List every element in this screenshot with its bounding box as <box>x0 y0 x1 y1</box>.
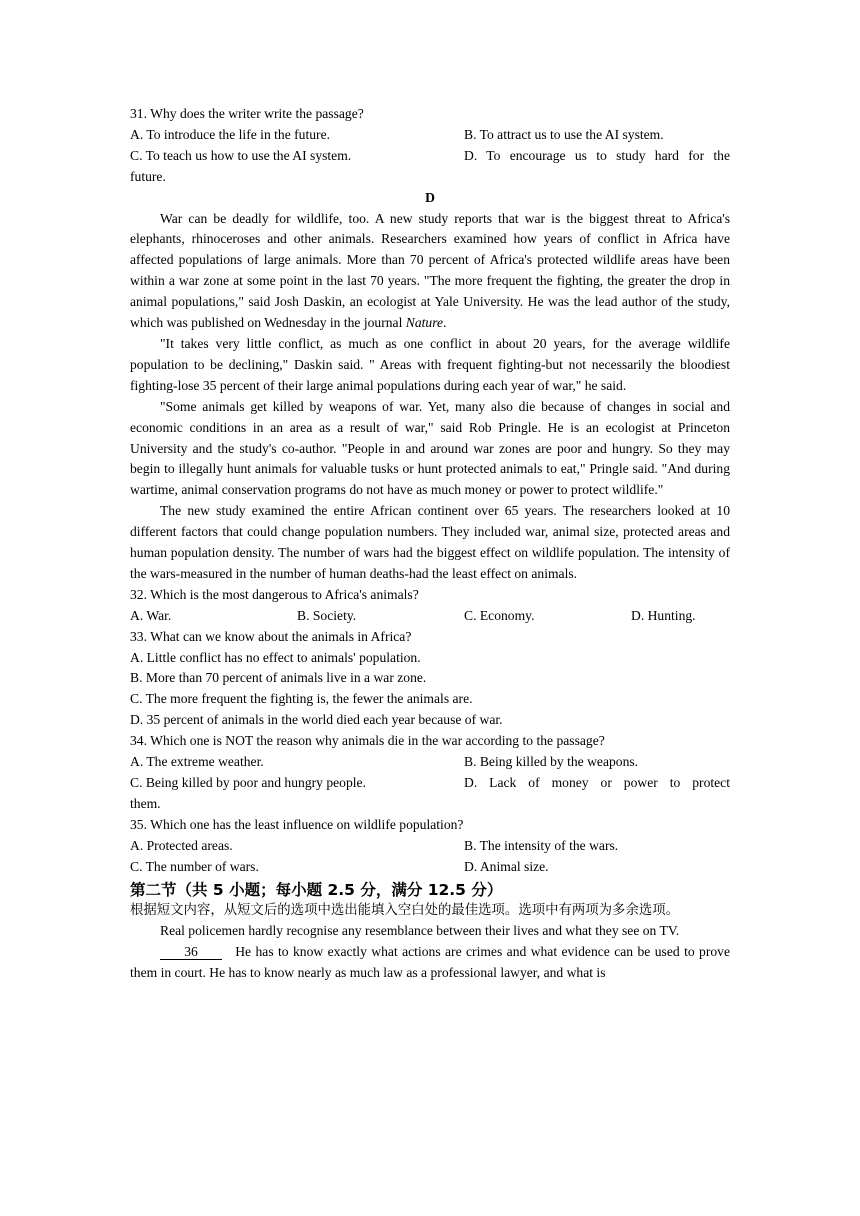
q31-options-row-2 <box>130 146 730 167</box>
passage-d-paragraph-1-end: . <box>443 315 447 331</box>
q35-options-row-2 <box>130 857 730 878</box>
q31-option-d-continued: future. <box>130 168 166 184</box>
q32-option-a: A. War. <box>130 607 172 623</box>
q35-option-c: C. The number of wars. <box>130 858 259 874</box>
q32-stem: 32. Which is the most dangerous to Africa's animals? <box>130 586 419 602</box>
q34-options-row-2 <box>130 773 730 794</box>
q33-option-c: C. The more frequent the fighting is, the fewer the animals are. <box>130 691 473 707</box>
passage-d-paragraph-3: "Some animals get killed by weapons of war. Yet, many also die because of changes in social and economic conditions in an area as a result of war," said Rob Pringle. He is an ecologist at Princeton University and the study's co-author. "People in and around war zones are poor and hungry. So they may begin to illegally hunt animals for valuable tusks or hunt protected animals to eat," Pringle said. "And during wartime, animal conservation programs do not have as much money or power to protect wildlife." <box>130 398 730 498</box>
passage-d-heading: D <box>425 189 435 205</box>
q31-stem: 31. Why does the writer write the passage? <box>130 106 364 121</box>
q32-option-b: B. Society. <box>297 607 357 623</box>
q34-option-c: C. Being killed by poor and hungry people. <box>130 775 366 790</box>
section-2-paragraph-2-text: He has to know exactly what actions are crimes and what evidence can be used to prove them in court. He has to know nearly as much law as a professional lawyer, and what is <box>130 944 731 981</box>
passage-d-paragraph-2: "It takes very little conflict, as much as one conflict in about 20 years, for the average wildlife population to be declining," Daskin said. " Areas with frequent fighting-but not necessarily the bloodiest fighting-lose 35 percent of their large animal populations during each year of war," he said. <box>130 335 730 393</box>
q34-stem: 34. Which one is NOT the reason why animals die in the war according to the passage? <box>130 733 605 749</box>
q34-option-b: B. Being killed by the weapons. <box>464 754 639 770</box>
q32-options-row <box>130 606 730 627</box>
q32-option-d: D. Hunting. <box>631 607 696 623</box>
q33-stem: 33. What can we know about the animals in Africa? <box>130 628 412 644</box>
q35-option-b: B. The intensity of the wars. <box>464 837 619 853</box>
passage-d-paragraph-4: The new study examined the entire African continent over 65 years. The researchers looked at 10 different factors that could change population numbers. They included war, animal size, protected areas and human population density. The number of wars had the biggest effect on wildlife population. The intensity of the wars-measured in the number of human deaths-had the least effect on animals. <box>130 503 730 581</box>
section-2-heading: 第二节（共 5 小题；每小题 2.5 分，满分 12.5 分） <box>130 880 503 899</box>
passage-d-paragraph-1 <box>130 209 730 334</box>
q35-options-row-1 <box>130 836 730 857</box>
q34-option-a: A. The extreme weather. <box>130 754 264 770</box>
q34-option-d-continued: them. <box>130 795 161 811</box>
q31-option-c: C. To teach us how to use the AI system. <box>130 147 352 163</box>
q35-stem: 35. Which one has the least influence on wildlife population? <box>130 816 464 832</box>
q33-option-b: B. More than 70 percent of animals live in a war zone. <box>130 670 427 686</box>
section-2-instruction: 根据短文内容，从短文后的选项中选出能填入空白处的最佳选项。选项中有两项为多余选项。 <box>130 902 680 918</box>
q33-option-d: D. 35 percent of animals in the world died each year because of war. <box>130 712 503 728</box>
passage-d-paragraph-1-text: War can be deadly for wildlife, too. A new study reports that war is the biggest threat to Africa's elephants, rhinoceroses and other animals. Researchers examined how years of conflict in Africa have affected populations of large animals. More than 70 percent of Africa's protected wildlife areas have been within a war zone at some point in the last 70 years. "The more frequent the fighting, the greater the drop in animal populations," said Josh Daskin, an ecologist at Yale University. He was the lead author of the study, which was published on Wednesday in the journal <box>130 210 730 331</box>
q31-option-b: B. To attract us to use the AI system. <box>464 126 664 142</box>
q35-option-d: D. Animal size. <box>464 858 549 874</box>
journal-name: Nature <box>405 315 444 331</box>
q34-options-row-1 <box>130 752 730 773</box>
q34-option-d: D. Lack of money or power to protect <box>464 775 730 790</box>
q35-option-a: A. Protected areas. <box>130 837 233 853</box>
blank-36[interactable]: 36 <box>160 944 222 960</box>
section-2-paragraph-1: Real policemen hardly recognise any resemblance between their lives and what they see on TV. <box>160 923 680 939</box>
q31-option-d: D. To encourage us to study hard for the <box>464 147 730 163</box>
q33-option-a: A. Little conflict has no effect to animals' population. <box>130 649 421 665</box>
section-2-paragraph-2 <box>130 942 730 984</box>
q31-options-row-1 <box>130 125 730 146</box>
q31-option-a: A. To introduce the life in the future. <box>130 126 331 142</box>
document-content <box>130 104 730 984</box>
q32-option-c: C. Economy. <box>464 607 535 623</box>
